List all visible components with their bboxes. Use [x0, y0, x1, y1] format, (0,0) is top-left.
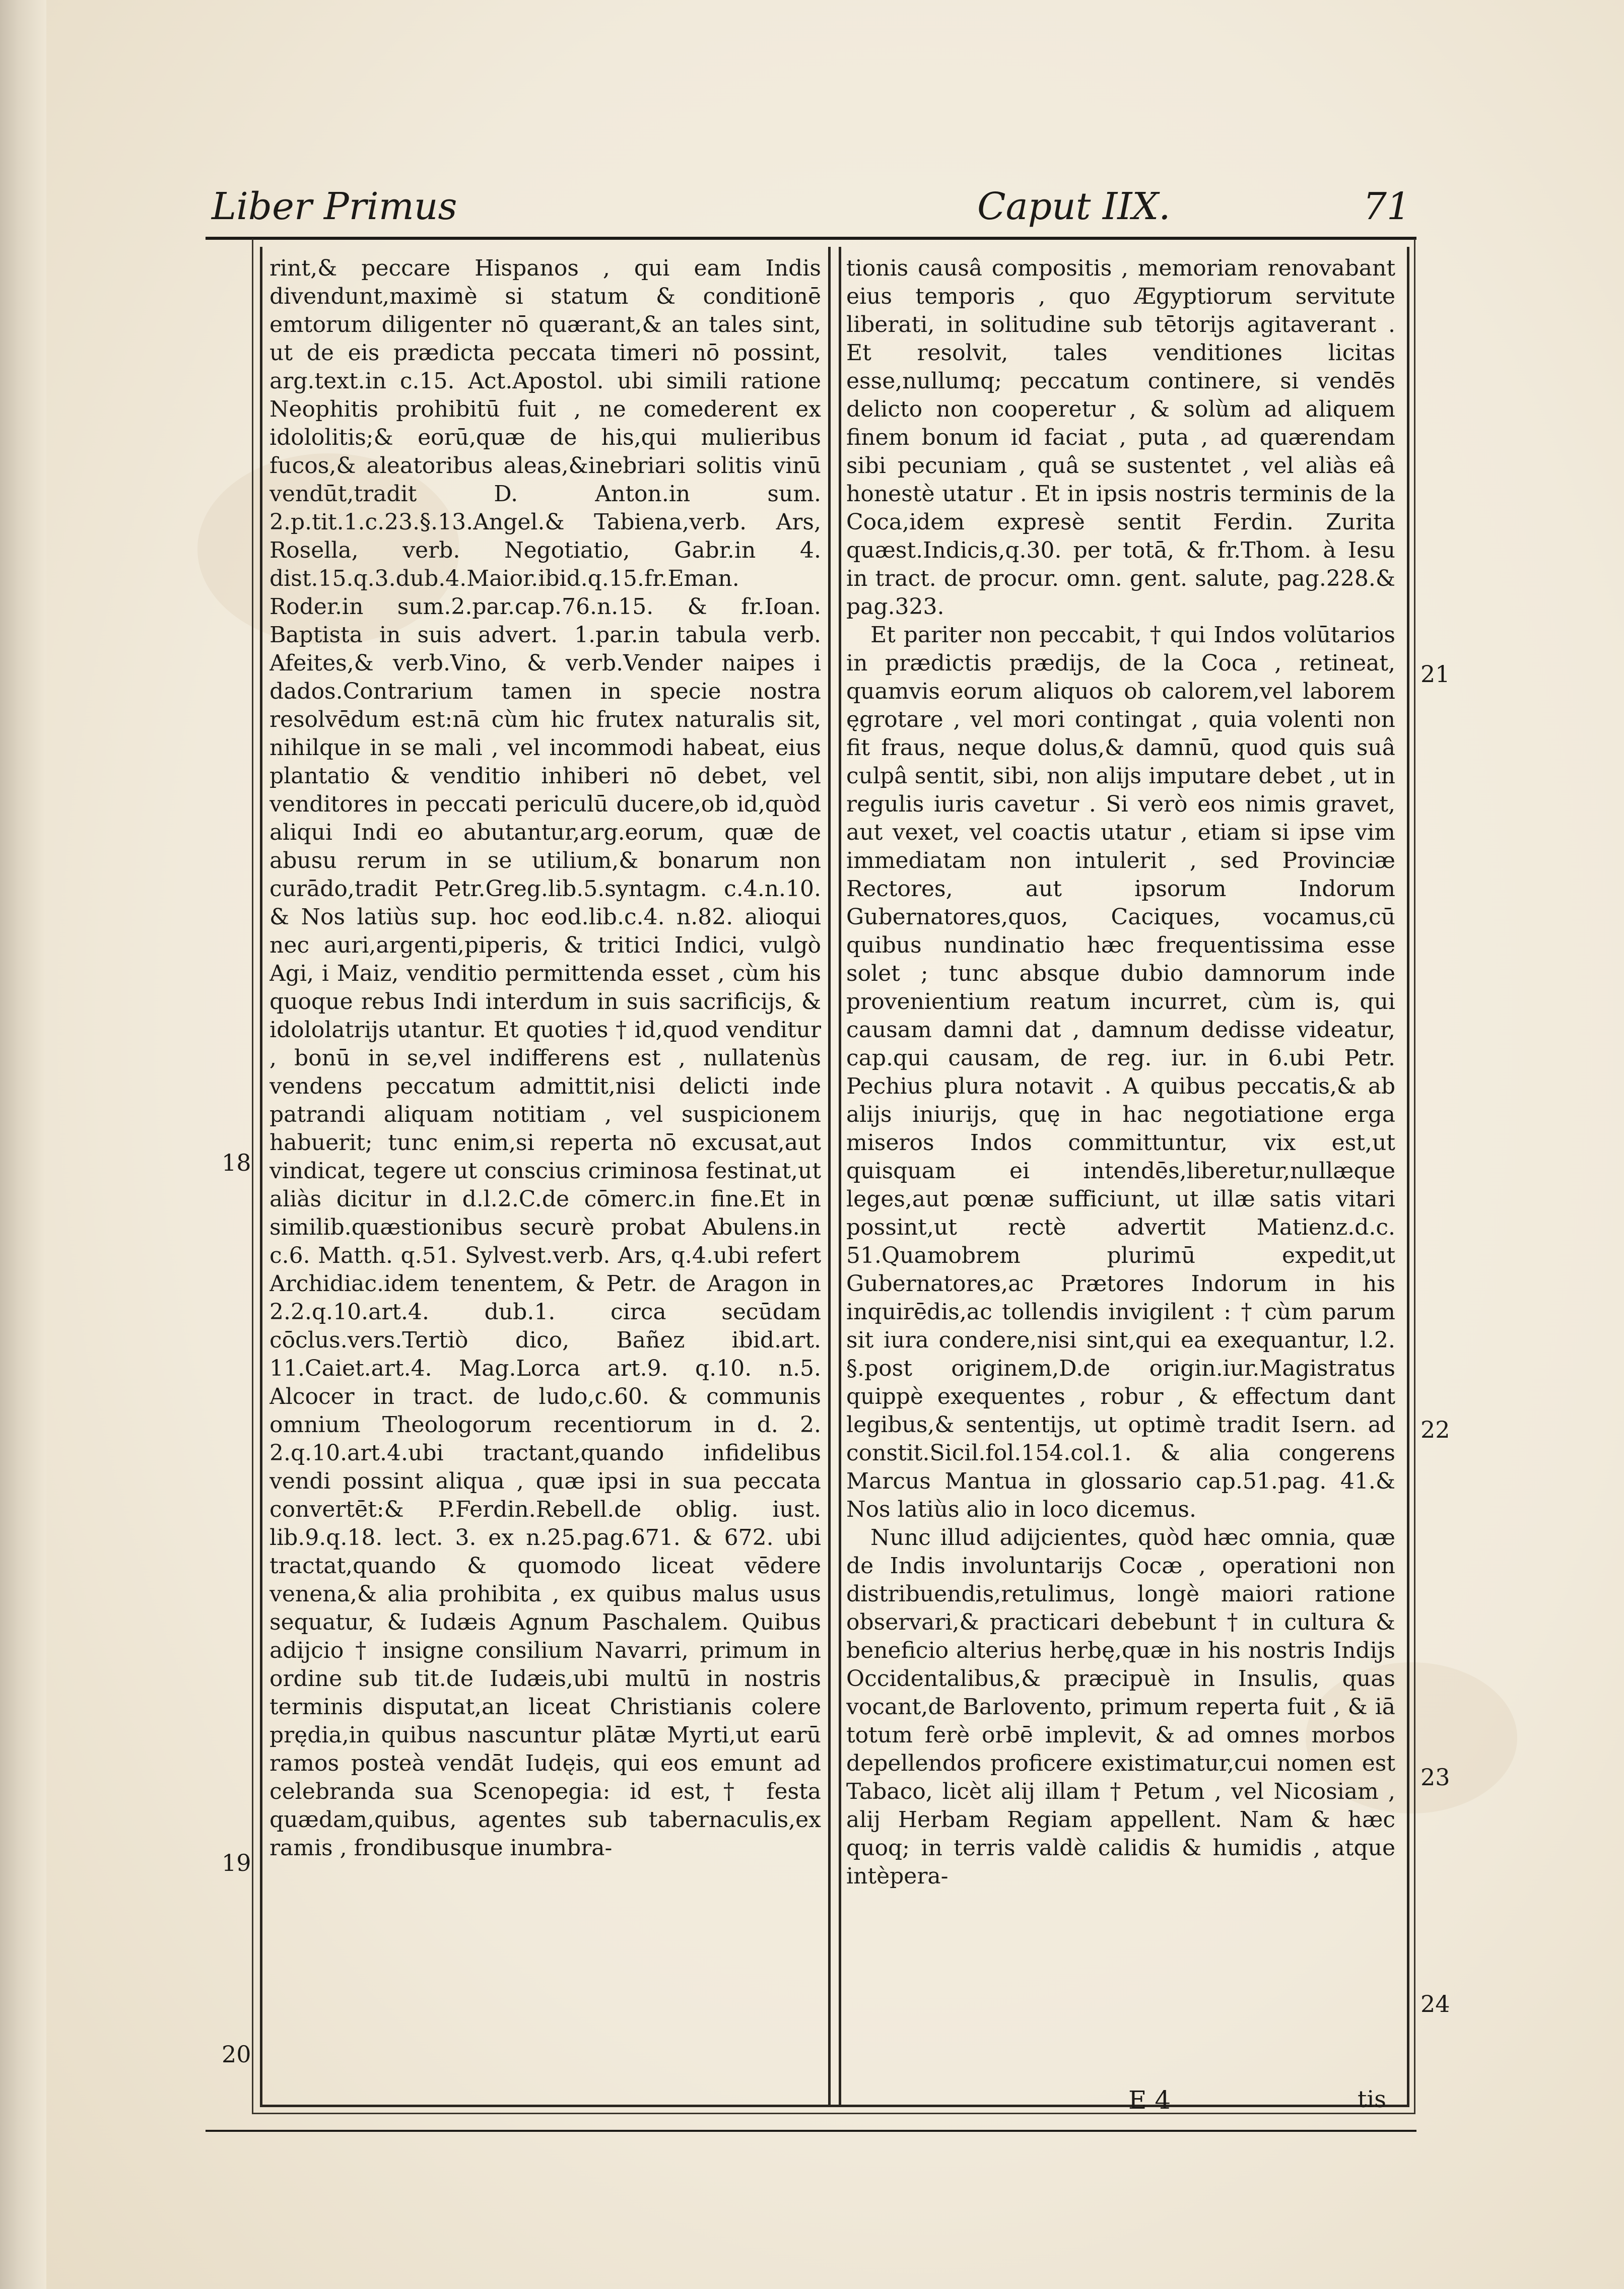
left-column-paragraph: rint,& peccare Hispanos , qui eam Indis divendunt,maximè si statum & conditionē emtorum diligenter nō quærant,& an tales sint, ut de eis prædicta peccata timeri nō possint, arg.text.in c.15. Act.Apostol. ubi simili ratione Neophitis prohibitū fuit , ne comederent ex idololitis;& eorū,quæ de his,qui mulieribus fucos,& aleatoribus aleas,&inebriari solitis vinū vendūt,tradit D. Anton.in sum. 2.p.tit.1.c.23.§.13.Angel.& Tabiena,verb. Ars, Rosella, verb. Negotiatio, Gabr.in 4. dist.15.q.3.dub.4.Maior.ibid.q.15.fr.Eman. Roder.in sum.2.par.cap.76.n.15. & fr.Ioan. Baptista in suis advert. 1.par.in tabula verb. Afeites,& verb.Vino, & verb.Vender naipes i dados.Contrarium tamen in specie nostra resolvēdum est:nā cùm hic frutex naturalis sit, nihilque in se mali , vel incommodi habeat, eius plantatio & venditio inhiberi nō debet, vel venditores in peccati periculū ducere,ob id,quòd aliqui Indi eo abutantur,arg.eorum, quæ de abusu rerum in se utilium,& bonarum non curādo,tradit Petr.Greg.lib.5.syntagm. c.4.n.10. & Nos latiùs sup. hoc eod.lib.c.4. n.82. alioqui nec auri,argenti,piperis, & tritici Indici, vulgò Agi, i Maiz, venditio permittenda esset , cùm his quoque rebus Indi interdum in suis sacrificijs, & idololatrijs utantur. Et quoties † id,quod venditur , bonū in se,vel indifferens est , nullatenùs vendens peccatum admittit,nisi delicti inde patrandi aliquam notitiam , vel suspicionem habuerit; tunc enim,si reperta nō excusat,aut vindicat, tegere ut conscius criminosa festinat,ut aliàs dicitur in d.l.2.C.de cōmerc.in fine.Et in similib.quæstionibus securè probat Abulens.in c.6. Matth. q.51. Sylvest.verb. Ars, q.4.ubi refert Archidiac.idem tenentem, & Petr. de Aragon in 2.2.q.10.art.4. dub.1. circa secūdam cōclus.vers.Tertiò dico, Bañez ibid.art. 11.Caiet.art.4. Mag.Lorca art.9. q.10. n.5. Alcocer in tract. de ludo,c.60. & communis omnium Theologorum recentiorum in d. 2. 2.q.10.art.4.ubi tractant,quando infidelibus vendi possint aliqua , quæ ipsi in sua peccata convertēt:& P.Ferdin.Rebell.de oblig. iust. lib.9.q.18. lect. 3. ex n.25.pag.671. & 672. ubi tractat,quando & quomodo liceat vēdere venena,& alia prohibita , ex quibus malus usus sequatur, & Iudæis Agnum Paschalem. Quibus adijcio † insigne consilium Navarri, primum in ordine sub tit.de Iudæis,ubi multū in nostris terminis disputat,an liceat Christianis colere prędia,in quibus nascuntur plātæ Myrti,ut earū ramos posteà vendāt Iudęis, qui eos emunt ad celebranda sua Scenopegia: id est,† festa quædam,quibus, agentes sub tabernaculis,ex ramis , frondibusque inumbra- [269, 255, 821, 1861]
running-head [212, 181, 1410, 237]
right-column-paragraph: Nunc illud adijcientes, quòd hæc omnia, quæ de Indis involuntarijs Cocæ , operationi non distribuendis,retulimus, longè maiori ratione observari,& practicari debebunt † in cultura & beneficio alterius herbę,quæ in his nostris Indijs Occidentalibus,& præcipuè in Insulis, quas vocant,de Barlovento, primum reperta fuit , & iā totum ferè orbē implevit, & ad omnes morbos depellendos proficere existimatur,cui nomen est Tabaco, licèt alij illam † Petum , vel Nicosiam , alij Herbam Regiam appellent. Nam & hæc quoq; in terris valdè calidis & humidis , atque intèpera- [846, 1525, 1395, 1889]
marginal-number-20: 20 [222, 2041, 251, 2068]
marginal-number-23: 23 [1420, 1764, 1450, 1791]
signature-mark: E 4 [1128, 2085, 1171, 2115]
catchword: tis [1358, 2085, 1386, 2113]
marginal-number-19: 19 [222, 1849, 251, 1876]
footer-rule [206, 2130, 1416, 2132]
running-head-chapter: Caput IIX. [977, 185, 1171, 228]
right-column-paragraph: tionis causâ compositis , memoriam renovabant eius temporis , quo Ægyptiorum servitute liberati, in solitudine sub tētorijs agitaverant . Et resolvit, tales venditiones licitas esse,nullumq; peccatum continere, si vendēs delicto non cooperetur , & solùm ad aliquem finem bonum id faciat , puta , ad quærendam sibi pecuniam , quâ se sustentet , vel aliàs eâ honestè utatur . Et in ipsis nostris terminis de la Coca,idem expresè sentit Ferdin. Zurita quæst.Indicis,q.30. per totā, & fr.Thom. à Iesu in tract. de procur. omn. gent. salute, pag.228.& pag.323. [846, 255, 1395, 620]
right-column-paragraph: Et pariter non peccabit, † qui Indos volūtarios in prædictis prædijs, de la Coca , retineat, quamvis eorum aliquos ob calorem,vel laborem ęgrotare , vel mori contingat , quia volenti non fit fraus, neque dolus,& damnū, quod quis suâ culpâ sentit, sibi, non alijs imputare debet , ut in regulis iuris cavetur . Si verò eos nimis gravet, aut vexet, vel coactis utatur , etiam si ipse vim immediatam non intulerit , sed Provinciæ Rectores, aut ipsorum Indorum Gubernatores,quos, Caciques, vocamus,cū quibus nundinatio hæc frequentissima esse solet ; tunc absque dubio damnorum inde provenientium reatum incurret, cùm is, qui causam damni dat , damnum dedisse videatur, cap.qui causam, de reg. iur. in 6.ubi Petr. Pechius plura notavit . A quibus peccatis,& ab alijs iniurijs, quę in hac negotiatione erga miseros Indos committuntur, vix est,ut quisquam ei intendēs,liberetur,nullæque leges,aut pœnæ sufficiunt, ut illæ satis vitari possint,ut rectè advertit Matienz.d.c. 51.Quamobrem plurimū expedit,ut Gubernatores,ac Prætores Indorum in his inquirēdis,ac tollendis invigilent : † cùm parum sit iura condere,nisi sint,qui ea exequantur, l.2. §.post originem,D.de origin.iur.Magistratus quippè exequentes , robur , & effectum dant legibus,& sententijs, ut optimè tradit Isern. ad constit.Sicil.fol.154.col.1. & alia congerens Marcus Mantua in glossario cap.51.pag. 41.& Nos latiùs alio in loco dicemus. [846, 622, 1395, 1522]
left-text-column [269, 254, 821, 2093]
marginal-number-21: 21 [1420, 660, 1450, 688]
right-text-column [846, 254, 1395, 2093]
running-head-book: Liber Primus [212, 185, 457, 228]
book-binding-gutter [0, 0, 48, 2289]
column-divider [828, 247, 841, 2105]
marginal-number-22: 22 [1420, 1416, 1450, 1443]
marginal-number-18: 18 [222, 1149, 251, 1176]
marginal-number-24: 24 [1420, 1990, 1450, 2017]
page-number: 71 [1363, 185, 1410, 228]
